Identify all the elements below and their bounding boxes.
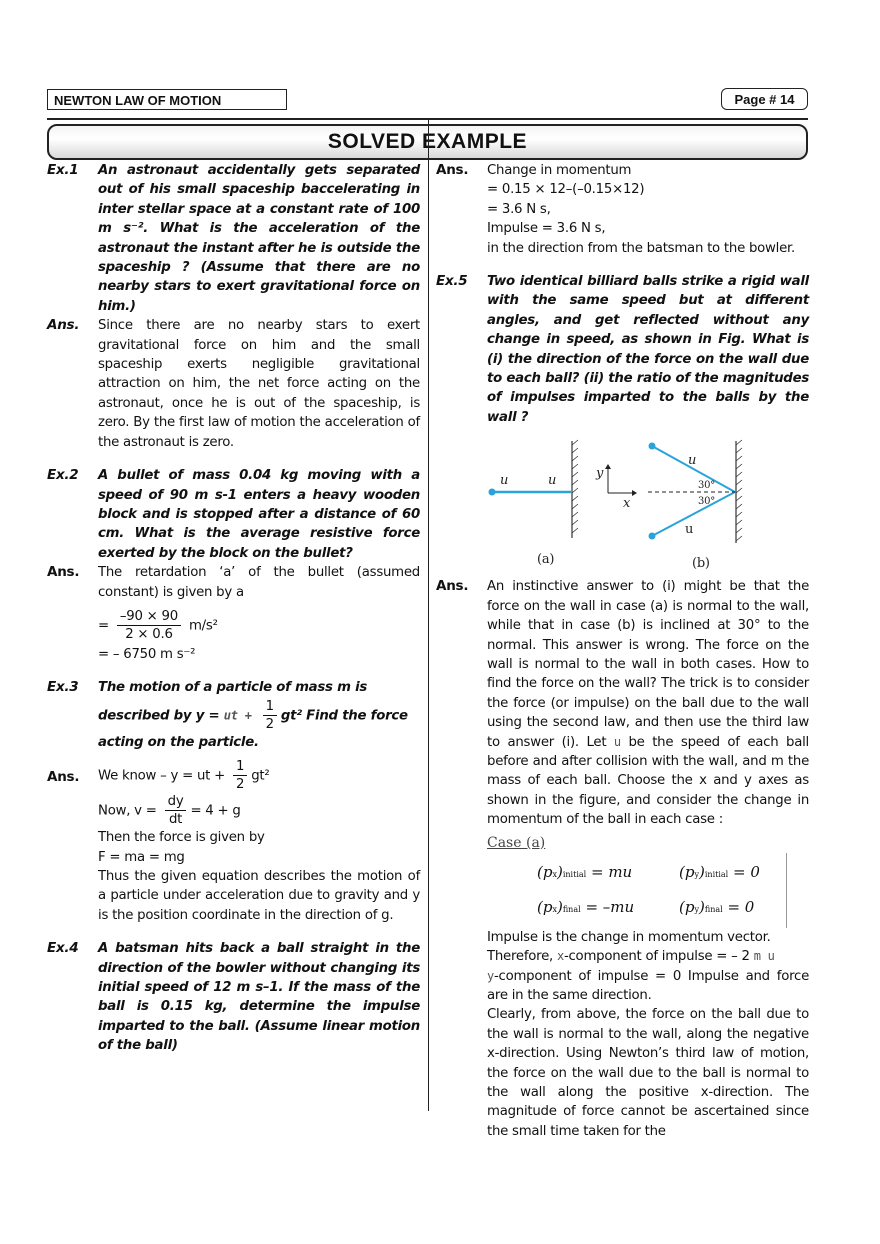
line	[487, 947, 809, 966]
ex3-label: Ex.3	[47, 679, 79, 696]
caption-b: (b)	[692, 556, 710, 572]
ex3-a1	[98, 758, 420, 793]
label-u: u	[685, 522, 694, 538]
math: u	[613, 734, 621, 749]
left-column	[47, 161, 420, 1056]
ex2-question: A bullet of mass 0.04 kg moving with a speed of 90 m s-1 enters a heavy wooden block and is stopped after a distance of 60 cm. What is the average resistive force exerted by the block on the bullet?	[98, 468, 420, 561]
text: = 4 + g	[190, 803, 241, 819]
ex3-a4: F = ma = mg	[98, 849, 185, 865]
eq-py-initial: (py)initial = 0	[679, 862, 760, 881]
wall-hatching	[572, 440, 742, 541]
denominator: 2	[265, 716, 274, 732]
ex1-label: Ex.1	[47, 162, 79, 178]
label-u: u	[500, 473, 509, 489]
numerator: –90 × 90	[117, 608, 181, 626]
line: = 0.15 × 12–(–0.15×12)	[487, 182, 645, 198]
figure-billiard-balls	[480, 433, 810, 573]
ex5-label: Ex.5	[436, 273, 468, 290]
unit: m/s²	[188, 618, 218, 634]
ex3-ans-label: Ans.	[47, 769, 80, 786]
line: in the direction from the batsman to the bowler.	[487, 240, 796, 256]
text: Therefore,	[487, 949, 557, 965]
ex2-ans-label: Ans.	[47, 564, 80, 581]
label-u: u	[548, 473, 557, 489]
ex4-answer	[487, 161, 809, 258]
text: Now, v =	[98, 803, 161, 819]
ex3-a2	[98, 793, 420, 828]
value: = –mu	[585, 898, 635, 917]
numerator: 1	[233, 758, 247, 776]
text: We know – y = ut +	[98, 768, 229, 784]
numerator: 1	[263, 698, 277, 716]
ex3-q2	[98, 698, 420, 733]
denominator: 2	[235, 777, 245, 793]
ex2-equation	[98, 608, 420, 643]
text: -component of impulse = – 2	[563, 949, 754, 965]
ex2-answer-row	[47, 563, 420, 664]
paragraph: Clearly, from above, the force on the ball due to the wall is normal to the wall, along the negative x-direction. Using Newton’s third law of motion, the force on the wall due to the ball is normal to the wall along the positive x-direction. The magnitude of force cannot be ascertained since the small time taken for the	[487, 1007, 809, 1139]
text: be the speed of each ball before and after collision with the wall, and m the mass of each ball. Choose the x and y axes as shown in the figure, and consider the change in momentum of the ball in each case :	[487, 734, 809, 828]
angle-label: 30°	[698, 480, 715, 492]
ex1-question: An astronaut accidentally gets separated out of his small spaceship baccelerating in inter stellar space at a constant rate of 100 m s⁻². What is the acceleration of the astronaut the instant after he is outside the spaceship ? (Assume that there are no nearby stars to exert gravitational force on him.)	[98, 163, 420, 314]
ex3-answer-row	[47, 758, 420, 925]
ex5-answer-row	[436, 577, 809, 1141]
line: = 3.6 N s,	[487, 201, 551, 217]
axes-icon	[608, 466, 635, 493]
ex3-question-row	[47, 678, 420, 752]
ex3-question	[98, 678, 420, 752]
ex1-question-row	[47, 161, 420, 316]
ex1-answer: Since there are no nearby stars to exert gravitational force on him and the small spaceship exerts negligible gravitational attraction on him, the net force acting on the astronaut, once he is out of the spaceship, is zero. By the first law of motion the acceleration of the astronaut is zero.	[98, 318, 420, 450]
label-y: y	[596, 466, 604, 482]
denominator: 2 × 0.6	[125, 626, 173, 642]
ex4-question: A batsman hits back a ball straight in the direction of the bowler without changing its initial speed of 12 m s–1. If the mass of the ball is 0.15 kg, determine the impulse imparted to the ball. (Assume linear motion of the ball)	[98, 941, 420, 1054]
right-column	[436, 161, 809, 1141]
ball-a	[489, 489, 496, 496]
math: ut +	[223, 708, 259, 723]
eq-px-final: (px)final = –mu	[537, 898, 635, 917]
ex1-ans-label: Ans.	[47, 317, 80, 334]
subscript: initial	[562, 869, 587, 879]
ex5-question-row	[436, 272, 809, 427]
ex4-question-row	[47, 939, 420, 1055]
angle-label: 30°	[698, 496, 715, 508]
line: Impulse is the change in momentum vector.	[487, 929, 771, 945]
section-banner: SOLVED EXAMPLE	[47, 124, 808, 160]
ex2-result: = – 6750 m s⁻²	[98, 646, 196, 662]
label-x: x	[623, 496, 631, 512]
line	[487, 967, 809, 1006]
eq-py-final: (py)final = 0	[679, 898, 755, 917]
column-divider	[428, 118, 429, 1111]
text: An instinctive answer to (i) might be that the force on the wall in case (a) is normal to the wall, while that in case (b) is inclined at 30° to the normal. This answer is wrong. The force on the wall is normal to the wall in both cases. How to find the force on the wall? The trick is to consider the force (or impulse) on the ball due to the wall using the second law, and then use the third law to answer (i). Let	[487, 579, 809, 750]
text: gt² Find the force	[280, 708, 408, 724]
ex2-label: Ex.2	[47, 467, 79, 484]
ex5-answer	[487, 577, 809, 829]
ex2-answer-block	[98, 563, 420, 664]
line: Impulse = 3.6 N s,	[487, 221, 606, 237]
label-u: u	[688, 453, 697, 469]
ex3-a5: Thus the given equation describes the motion of a particle under acceleration due to gravity and y is the position coordinate in the direction of g.	[98, 868, 420, 923]
case-a-equations	[487, 853, 787, 928]
fraction	[117, 608, 181, 643]
subscript: final	[562, 905, 581, 915]
value: = 0	[733, 862, 760, 881]
case-heading: Case (a)	[487, 834, 546, 851]
ex3-q3: acting on the particle.	[98, 734, 259, 750]
ex5-question: Two identical billiard balls strike a rigid wall with the same speed but at different angles, and get reflected without any change in speed, as shown in Fig. What is (i) the direction of the force on the wall due to each ball? (ii) the ratio of the magnitudes of impulses imparted to the balls by the wall ?	[487, 274, 809, 425]
denominator: dt	[168, 812, 183, 828]
subscript: final	[704, 905, 723, 915]
ex2-answer: The retardation ‘a’ of the bullet (assumed constant) is given by a	[98, 565, 420, 600]
math: x	[556, 949, 564, 964]
text: gt²	[251, 768, 270, 784]
ex5-ans-label: Ans.	[436, 578, 469, 595]
text: described by y =	[98, 708, 224, 724]
ex4-label: Ex.4	[47, 940, 79, 957]
text: -component of impulse = 0 Impulse and force are in the same direction.	[487, 968, 809, 1003]
ex1-answer-row	[47, 316, 420, 452]
caption-a: (a)	[537, 552, 555, 568]
numerator: dy	[165, 793, 187, 811]
eq-px-initial: (px)initial = mu	[537, 862, 633, 881]
line: Change in momentum	[487, 163, 632, 178]
chapter-title: NEWTON LAW OF MOTION	[47, 89, 287, 110]
ex5-answer-block	[487, 577, 809, 1141]
ex3-q1: The motion of a particle of mass m is	[98, 680, 368, 696]
ex4-answer-row	[436, 161, 809, 258]
ex4-ans-label: Ans.	[436, 162, 469, 178]
ball-b-out	[649, 533, 656, 540]
ball-b-in	[649, 443, 656, 450]
math: m u	[753, 949, 775, 964]
ex3-answer	[98, 758, 420, 925]
value: = 0	[727, 898, 755, 917]
equals: =	[98, 618, 109, 634]
page-number: Page # 14	[721, 88, 808, 110]
math: y	[487, 968, 494, 983]
ex3-a3: Then the force is given by	[98, 830, 265, 846]
subscript: initial	[704, 869, 729, 879]
value: = mu	[591, 862, 633, 881]
ex2-question-row	[47, 466, 420, 563]
